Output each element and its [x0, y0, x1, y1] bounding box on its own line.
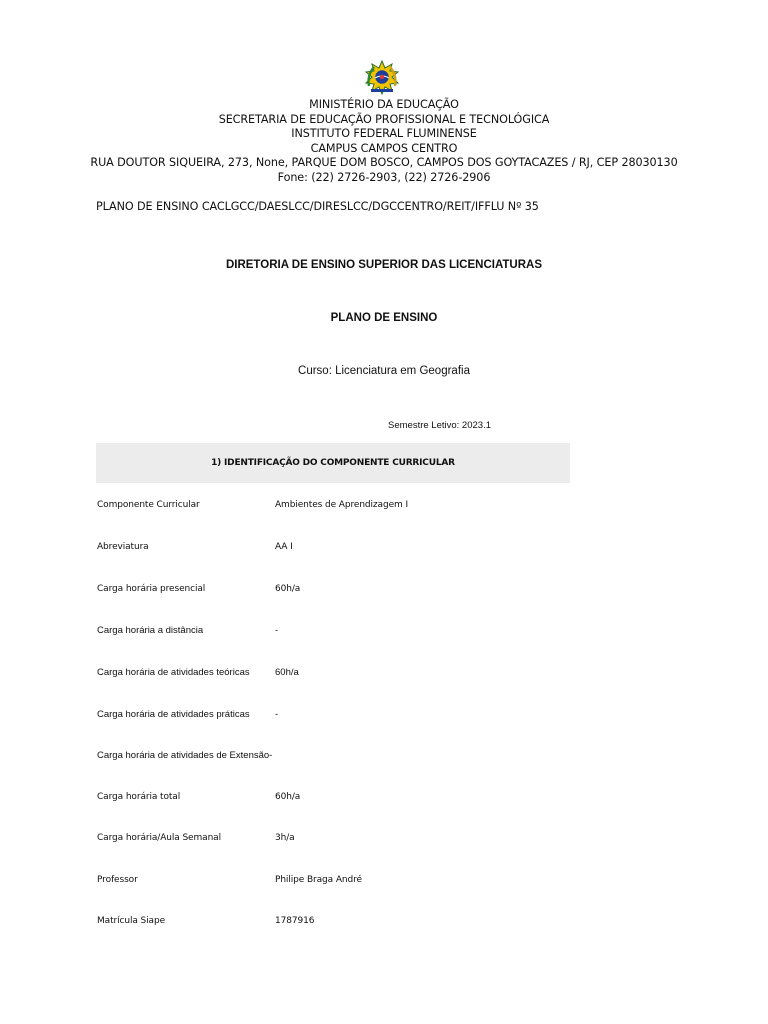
- row-value: 3h/a: [275, 833, 295, 843]
- row-label: Carga horária total: [97, 792, 181, 802]
- row-value: 1787916: [275, 916, 315, 926]
- header-line-ministerio: MINISTÉRIO DA EDUCAÇÃO: [309, 98, 459, 111]
- row-label: Professor: [97, 875, 138, 885]
- table-row: [97, 833, 295, 847]
- row-value: 60h/a: [275, 792, 301, 802]
- row-value: -: [269, 750, 273, 761]
- header-line-phone: Fone: (22) 2726-2903, (22) 2726-2906: [277, 170, 491, 184]
- row-label: Carga horária de atividades práticas: [97, 709, 250, 720]
- header-line-secretaria: SECRETARIA DE EDUCAÇÃO PROFISSIONAL E TECNOLÓGICA: [218, 112, 550, 126]
- brazil-coat-of-arms-icon: [364, 60, 400, 96]
- curso-label: Curso: Licenciatura em Geografia: [298, 365, 470, 377]
- row-label: Carga horária de atividades de Extensão: [97, 750, 270, 761]
- table-row: [97, 500, 408, 514]
- header-line-campus: CAMPUS CAMPOS CENTRO: [310, 141, 458, 155]
- row-label: Carga horária presencial: [97, 584, 206, 594]
- institution-header: [0, 98, 768, 186]
- row-label: Carga horária a distância: [97, 625, 204, 636]
- row-label: Matrícula Siape: [97, 916, 166, 926]
- table-row: [97, 542, 293, 556]
- row-value: 60h/a: [275, 584, 301, 594]
- row-value: AA I: [275, 542, 293, 552]
- row-value: Ambientes de Aprendizagem I: [275, 500, 409, 510]
- row-value: 60h/a: [275, 667, 299, 678]
- row-label: Abreviatura: [97, 542, 149, 552]
- row-label: Carga horária/Aula Semanal: [97, 833, 221, 843]
- row-value: -: [275, 709, 279, 720]
- section-title: 1) IDENTIFICAÇÃO DO COMPONENTE CURRICULAR: [211, 458, 455, 468]
- row-value: Philipe Braga André: [275, 875, 362, 885]
- plan-number: PLANO DE ENSINO CACLGCC/DAESLCC/DIRESLCC/DGCCENTRO/REIT/IFFLU Nº 35: [96, 200, 539, 213]
- row-label: Carga horária de atividades teóricas: [97, 667, 250, 678]
- plano-title: PLANO DE ENSINO: [330, 312, 438, 324]
- table-row: [97, 916, 314, 930]
- table-row: [97, 709, 278, 723]
- table-row: [97, 667, 299, 681]
- table-row: [97, 750, 272, 764]
- table-row: [97, 625, 278, 639]
- row-label: Componente Curricular: [97, 500, 200, 510]
- row-value: -: [275, 625, 279, 636]
- semestre-letivo: Semestre Letivo: 2023.1: [388, 420, 491, 431]
- table-row: [97, 584, 300, 598]
- header-line-instituto: INSTITUTO FEDERAL FLUMINENSE: [291, 127, 477, 141]
- header-line-address: RUA DOUTOR SIQUEIRA, 273, None, PARQUE DOM BOSCO, CAMPOS DOS GOYTACAZES / RJ, CEP 28030130: [90, 156, 678, 170]
- table-row: [97, 792, 300, 806]
- table-row: [97, 875, 362, 889]
- diretoria-title: DIRETORIA DE ENSINO SUPERIOR DAS LICENCIATURAS: [225, 259, 543, 271]
- section-identificacao-header: [96, 443, 570, 483]
